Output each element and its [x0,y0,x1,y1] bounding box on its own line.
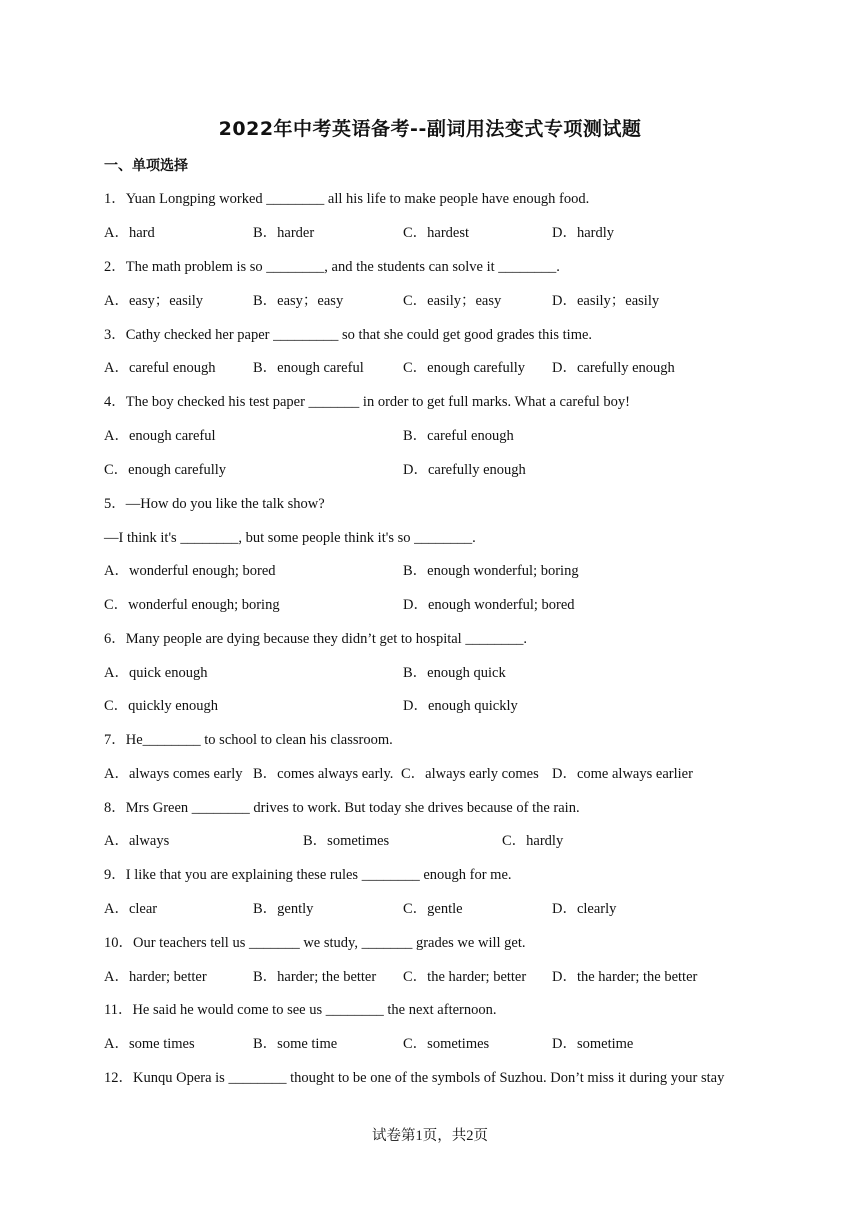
option-c[interactable]: C．wonderful enough; boring [104,597,280,613]
option-a[interactable]: A．always [104,833,170,849]
option-d[interactable]: D．easily；easily [552,293,660,309]
options-row [104,696,764,716]
options-row [104,460,764,480]
options-row [104,967,764,987]
options-row [104,1034,764,1054]
question-stem: 3．Cathy checked her paper _________ so that she could get good grades this time. [104,327,593,343]
option-c[interactable]: C．hardly [502,833,564,849]
option-d[interactable]: D．sometime [552,1036,634,1052]
option-d[interactable]: D．carefully enough [403,462,526,478]
option-c[interactable]: C．always early comes [401,766,539,782]
question-stem: 7．He________ to school to clean his classroom. [104,732,393,748]
option-d[interactable]: D．come always earlier [552,766,693,782]
option-c[interactable]: C．hardest [403,225,470,241]
option-a[interactable]: A．quick enough [104,665,208,681]
options-row [104,764,764,784]
option-b[interactable]: B．some time [253,1036,338,1052]
option-b[interactable]: B．harder [253,225,315,241]
option-b[interactable]: B．harder; the better [253,969,377,985]
option-b[interactable]: B．enough wonderful; boring [403,563,579,579]
question-stem: 11．He said he would come to see us ________ the next afternoon. [104,1002,497,1018]
option-a[interactable]: A．hard [104,225,155,241]
option-d[interactable]: D．clearly [552,901,617,917]
option-a[interactable]: A．enough careful [104,428,216,444]
question-stem: 4．The boy checked his test paper _______ in order to get full marks. What a careful boy! [104,394,631,410]
option-d[interactable]: D．the harder; the better [552,969,698,985]
option-b[interactable]: B．careful enough [403,428,514,444]
question-stem: 9．I like that you are explaining these rules ________ enough for me. [104,867,512,883]
option-a[interactable]: A．careful enough [104,360,216,376]
option-b[interactable]: B．easy；easy [253,293,344,309]
option-c[interactable]: C．quickly enough [104,698,218,714]
section-heading: 一、单项选择 [104,158,188,174]
option-c[interactable]: C．the harder; better [403,969,527,985]
option-c[interactable]: C．sometimes [403,1036,490,1052]
option-a[interactable]: A．easy；easily [104,293,204,309]
question-stem: 2．The math problem is so ________, and the students can solve it ________. [104,259,560,275]
option-c[interactable]: C．gentle [403,901,463,917]
question-stem: 8．Mrs Green ________ drives to work. But today she drives because of the rain. [104,800,580,816]
page-title: 2022年中考英语备考--副词用法变式专项测试题 [218,118,642,140]
question-stem: 6．Many people are dying because they didn’t get to hospital ________. [104,631,527,647]
options-row [104,663,764,683]
option-d[interactable]: D．hardly [552,225,615,241]
option-c[interactable]: C．enough carefully [403,360,526,376]
question-stem: 5．—How do you like the talk show? [104,496,325,512]
options-row [104,223,764,243]
question-stem: 12．Kunqu Opera is ________ thought to be one of the symbols of Suzhou. Don’t miss it during your stay [104,1070,725,1086]
option-d[interactable]: D．carefully enough [552,360,675,376]
option-a[interactable]: A．harder; better [104,969,207,985]
options-row [104,426,764,446]
page-footer: 试卷第1页，共2页 [372,1128,488,1144]
option-d[interactable]: D．enough wonderful; bored [403,597,575,613]
question-stem-continued: —I think it's ________, but some people think it's so ________. [104,530,476,546]
options-row [104,358,764,378]
option-c[interactable]: C．enough carefully [104,462,227,478]
question-stem: 1．Yuan Longping worked ________ all his life to make people have enough food. [104,191,590,207]
option-a[interactable]: A．some times [104,1036,195,1052]
options-row [104,831,764,851]
option-b[interactable]: B．gently [253,901,314,917]
options-row [104,899,764,919]
option-b[interactable]: B．comes always early. [253,766,394,782]
question-stem: 10．Our teachers tell us _______ we study, _______ grades we will get. [104,935,526,951]
option-d[interactable]: D．enough quickly [403,698,518,714]
options-row [104,561,764,581]
option-a[interactable]: A．always comes early [104,766,243,782]
options-row [104,595,764,615]
option-b[interactable]: B．enough quick [403,665,506,681]
option-b[interactable]: B．enough careful [253,360,364,376]
options-row [104,291,764,311]
option-b[interactable]: B．sometimes [303,833,390,849]
option-a[interactable]: A．clear [104,901,158,917]
option-a[interactable]: A．wonderful enough; bored [104,563,276,579]
option-c[interactable]: C．easily；easy [403,293,502,309]
